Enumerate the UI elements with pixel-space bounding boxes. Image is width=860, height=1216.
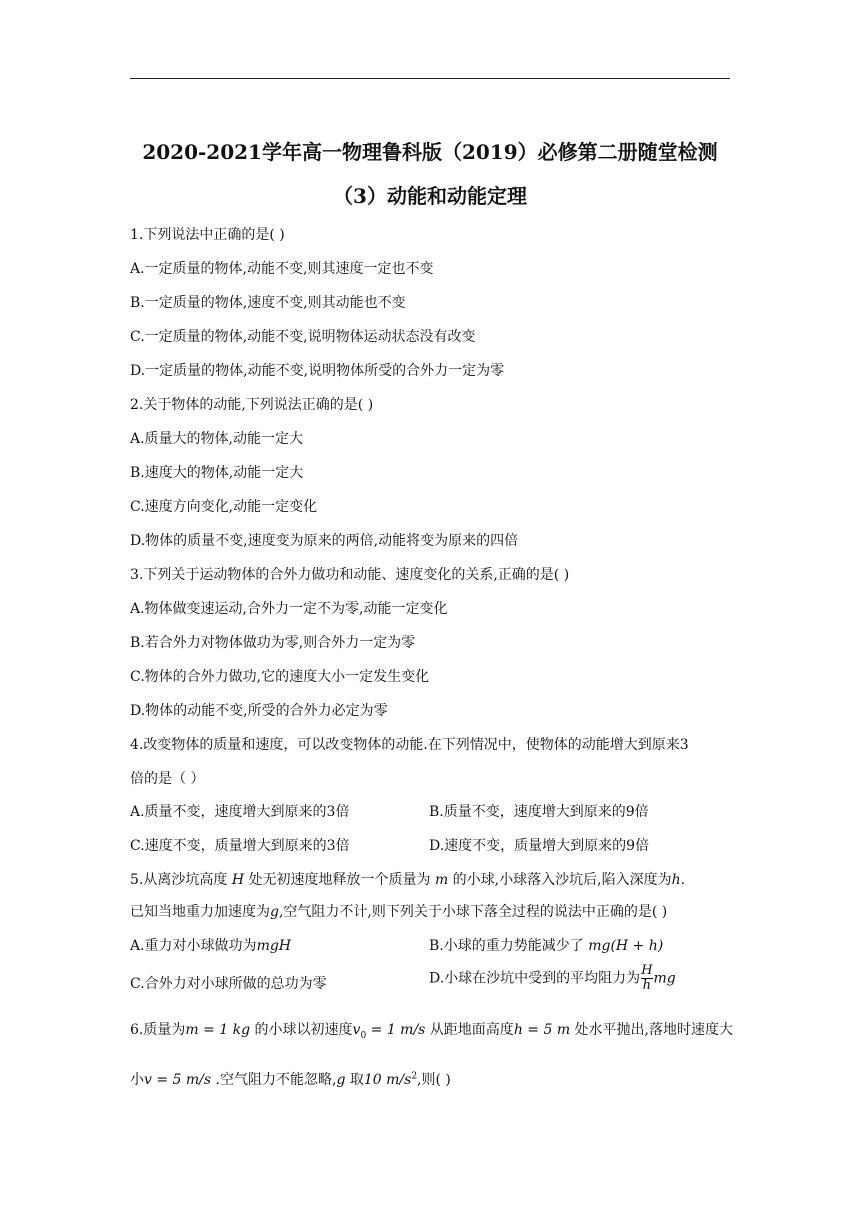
q6-stem-line2 (130, 1070, 451, 1090)
doc-title-line1: 2020-2021学年高一物理鲁科版（2019）必修第二册随堂检测 (142, 140, 718, 164)
q5-text: 处无初速度地释放一个质量为 (248, 872, 431, 888)
q5-text: ,空气阻力不计,则下列关于小球下落全过程的说法中正确的是( ) (278, 904, 668, 920)
q6-text: 的小球以初速度 (254, 1022, 353, 1038)
q5-option-b-math: mg(H + h) (588, 938, 664, 954)
q1-option-a: A.一定质量的物体,动能不变,则其速度一定也不变 (130, 261, 434, 277)
doc-title-line2: （3）动能和动能定理 (333, 184, 527, 208)
q5-var-H: H (231, 872, 245, 888)
q1-option-b: B.一定质量的物体,速度不变,则其动能也不变 (130, 295, 406, 311)
q2-option-c: C.速度方向变化,动能一定变化 (130, 499, 318, 515)
q6-text: 小 (130, 1072, 144, 1088)
q5-var-m: m (434, 872, 449, 888)
q5-stem-line2 (130, 902, 667, 922)
q4-stem-line2: 倍的是（ ） (130, 771, 205, 787)
q5-option-d (429, 964, 676, 993)
q6-text: 取 (349, 1072, 364, 1088)
q6-text: 从距地面高度 (429, 1022, 514, 1038)
q5-option-a-text: A.重力对小球做功为 (130, 938, 257, 954)
q5-text: . (680, 872, 686, 888)
q6-text: 6.质量为 (130, 1022, 186, 1038)
q5-option-a (130, 936, 291, 956)
q3-stem: 3.下列关于运动物体的合外力做功和动能、速度变化的关系,正确的是( ) (130, 567, 570, 583)
q3-option-d: D.物体的动能不变,所受的合外力必定为零 (130, 703, 388, 719)
q3-option-c: C.物体的合外力做功,它的速度大小一定发生变化 (130, 669, 430, 685)
q5-option-a-math: mgH (256, 938, 292, 954)
q6-g-value: 10 m/s (363, 1072, 412, 1088)
q5-fraction (641, 964, 652, 993)
q5-text: 的小球,小球落入沙坑后,陷入深度为 (452, 872, 672, 888)
q6-text: .空气阻力不能忽略, (215, 1072, 337, 1088)
q2-option-a: A.质量大的物体,动能一定大 (130, 431, 304, 447)
q6-g-superscript: 2 (411, 1071, 418, 1082)
q6-final-speed: v = 5 m/s (144, 1072, 212, 1088)
q6-v0-value: = 1 m/s (366, 1022, 426, 1038)
q4-option-a: A.质量不变，速度增大到原来的3倍 (130, 804, 350, 820)
q5-option-b (429, 936, 663, 956)
q5-option-d-math: mg (653, 970, 676, 987)
q4-option-d: D.速度不变，质量增大到原来的9倍 (429, 838, 650, 854)
q5-option-d-text: D.小球在沙坑中受到的平均阻力为 (429, 970, 641, 987)
q4-stem-line1: 4.改变物体的质量和速度，可以改变物体的动能.在下列情况中，使物体的动能增大到原来3 (130, 737, 689, 753)
q6-text: ,则( ) (417, 1072, 451, 1088)
q2-stem: 2.关于物体的动能,下列说法正确的是( ) (130, 397, 374, 413)
q6-g: g (336, 1072, 346, 1088)
q3-option-a: A.物体做变速运动,合外力一定不为零,动能一定变化 (130, 601, 448, 617)
q2-option-b: B.速度大的物体,动能一定大 (130, 465, 304, 481)
q5-var-g: g (270, 904, 279, 920)
q1-stem: 1.下列说法中正确的是( ) (130, 227, 285, 243)
q6-height: h = 5 m (513, 1022, 571, 1038)
q6-text: 处水平抛出,落地时速度大 (574, 1022, 733, 1038)
header-rule (130, 78, 730, 79)
q1-option-c: C.一定质量的物体,动能不变,说明物体运动状态没有改变 (130, 329, 476, 345)
q2-option-d: D.物体的质量不变,速度变为原来的两倍,动能将变为原来的四倍 (130, 533, 519, 549)
q5-text: 已知当地重力加速度为 (130, 904, 270, 920)
q3-option-b: B.若合外力对物体做功为零,则合外力一定为零 (130, 635, 416, 651)
q6-v0: v (352, 1022, 361, 1038)
q6-mass: m = 1 kg (185, 1022, 251, 1038)
q1-option-d: D.一定质量的物体,动能不变,说明物体所受的合外力一定为零 (130, 363, 505, 379)
q6-stem-line1 (130, 1020, 733, 1040)
q6-v0-subscript: 0 (360, 1030, 367, 1041)
fraction-denominator: h (642, 978, 652, 993)
q5-var-h: h (671, 872, 681, 888)
fraction-numerator: H (641, 963, 653, 978)
q5-option-c: C.合外力对小球所做的总功为零 (130, 976, 327, 992)
q4-option-b: B.质量不变，速度增大到原来的9倍 (429, 804, 649, 820)
q5-text: 5.从离沙坑高度 (130, 872, 228, 888)
q5-stem-line1 (130, 870, 685, 890)
q4-option-c: C.速度不变，质量增大到原来的3倍 (130, 838, 350, 854)
q5-option-b-text: B.小球的重力势能减少了 (429, 938, 584, 954)
